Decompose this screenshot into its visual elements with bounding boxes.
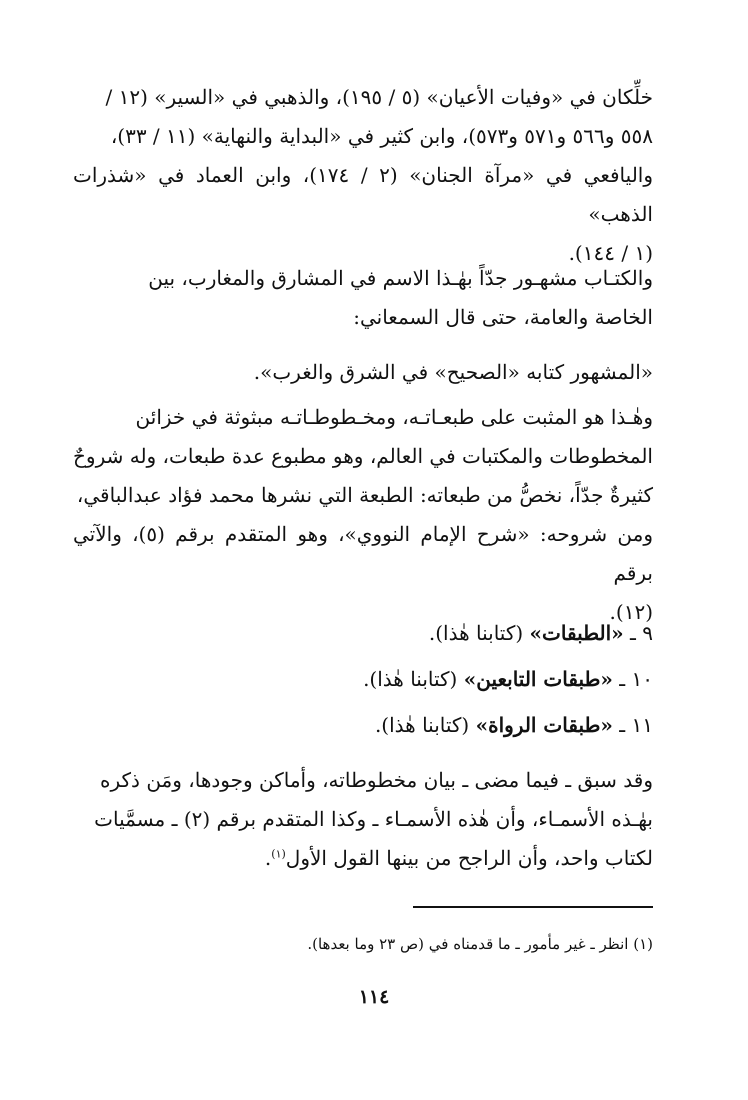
list-item <box>93 610 653 656</box>
list-item-number: ١١ ـ <box>619 713 653 737</box>
text-line: لكتاب واحد، وأن الراجح من بينها القول الأول <box>285 846 653 870</box>
paragraph-fame <box>73 259 653 337</box>
text-line: بهٰـذه الأسمـاء، وأن هٰذه الأسمـاء ـ وكذا المتقدم برقم (٢) ـ مسمَّيات <box>94 807 653 831</box>
list-item-title: «طبقات التابعين» <box>463 667 613 691</box>
paragraph-sources <box>73 78 653 273</box>
text-line: المخطوطات والمكتبات في العالم، وهو مطبوع عدة طبعات، وله شروحٌ <box>73 444 653 468</box>
text-line: ٥٥٨ و٥٦٦ و٥٧١ و٥٧٣)، وابن كثير في «البداية والنهاية» (١١ / ٣٣)، <box>110 124 653 148</box>
text-line: وهٰـذا هو المثبت على طبعـاتـه، ومخـطوطـاتـه مبثوثة في خزائن <box>135 405 653 429</box>
list-item-note: (كتابنا هٰذا). <box>363 667 458 691</box>
list-item-note: (كتابنا هٰذا). <box>374 713 470 737</box>
text-line: ومن شروحه: «شرح الإمام النووي»، وهو المتقدم برقم (٥)، والآتي برقم <box>73 522 653 585</box>
list-item <box>93 656 653 702</box>
text-line: خلِّكان في «وفيات الأعيان» (٥ / ١٩٥)، والذهبي في «السير» (١٢ / <box>105 85 653 109</box>
text-line: والكتـاب مشهـور جدّاً بهٰـذا الاسم في المشارق والمغارب، بين <box>148 266 653 290</box>
paragraph-editions <box>73 398 653 632</box>
end-punctuation: . <box>264 846 272 870</box>
text-line: الخاصة والعامة، حتى قال السمعاني: <box>353 305 653 329</box>
list-item-note: (كتابنا هٰذا). <box>428 621 524 645</box>
paragraph-summary <box>73 761 653 878</box>
list-item <box>93 702 653 748</box>
text-line: كثيرةٌ جدّاً، نخصُّ من طبعاته: الطبعة التي نشرها محمد فؤاد عبدالباقي، <box>76 483 653 507</box>
footnote-reference[interactable]: (١) <box>271 847 286 861</box>
text-line: (١٢). <box>609 600 653 624</box>
text-line: واليافعي في «مرآة الجنان» (٢ / ١٧٤)، وابن العماد في «شذرات الذهب» <box>73 163 653 226</box>
text-line: وقد سبق ـ فيما مضى ـ بيان مخطوطاته، وأماكن وجودها، ومَن ذكره <box>100 768 653 792</box>
text-line: (١ / ١٤٤). <box>568 241 653 265</box>
footnote-divider <box>413 906 653 908</box>
text-line-with-footnote <box>73 839 653 878</box>
quotation: «المشهور كتابه «الصحيح» في الشرق والغرب». <box>253 360 653 384</box>
list-item-number: ١٠ ـ <box>619 667 653 691</box>
page-number: ١١٤ <box>358 986 390 1008</box>
list-item-title: «الطبقات» <box>529 621 624 645</box>
list-item-title: «طبقات الرواة» <box>475 713 613 737</box>
footnote: (١) انظر ـ غير مأمور ـ ما قدمناه في (ص ٢٣ وما بعدها). <box>307 935 653 953</box>
list-item-number: ٩ ـ <box>630 621 653 645</box>
